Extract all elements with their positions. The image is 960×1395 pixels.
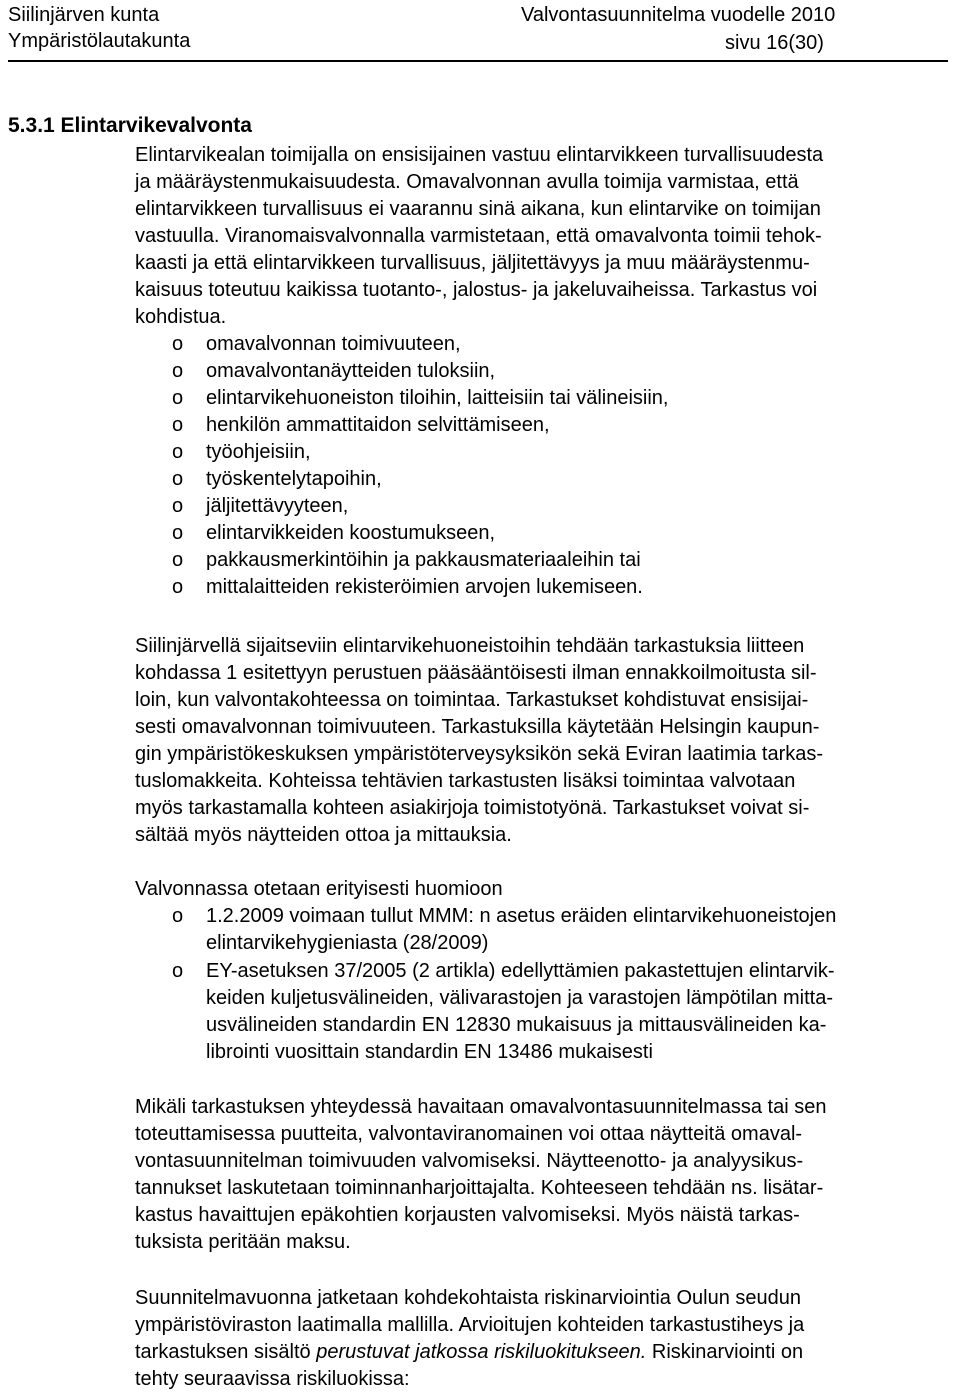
list-item-text: mittalaitteiden rekisteröimien arvojen lukemiseen. xyxy=(206,576,643,598)
text-line: myös tarkastamalla kohteen asiakirjoja toimistotyönä. Tarkastukset voivat si- xyxy=(135,797,810,819)
bullet-marker: o xyxy=(172,576,184,598)
inspection-practice-paragraph xyxy=(135,633,823,849)
list-item-text: henkilön ammattitaidon selvittämiseen, xyxy=(206,414,550,436)
header-board: Ympäristölautakunta xyxy=(8,30,191,52)
text-line: kohdistua. xyxy=(135,306,227,328)
text-line: elintarvikehygieniasta (28/2009) xyxy=(206,932,489,954)
intro-paragraph xyxy=(135,142,823,331)
bullet-marker: o xyxy=(172,414,184,436)
text-line: kaasti ja että elintarvikkeen turvallisuus, jäljitettävyys ja muu määräystenmu- xyxy=(135,252,810,274)
text-line: kastus havaittujen epäkohtien korjausten valvomiseksi. Myös näistä tarkas- xyxy=(135,1204,800,1226)
text-line: tuksista peritään maksu. xyxy=(135,1231,351,1253)
text-line: kaisuus toteutuu kaikissa tuotanto-, jalostus- ja jakeluvaiheissa. Tarkastus voi xyxy=(135,279,818,301)
bullet-marker: o xyxy=(172,441,184,463)
list-item-text: työohjeisiin, xyxy=(206,441,311,463)
text-line: tuslomakkeita. Kohteissa tehtävien tarkastusten lisäksi toimintaa valvotaan xyxy=(135,770,796,792)
bullet-marker: o xyxy=(172,333,184,355)
bullet-marker: o xyxy=(172,360,184,382)
text-segment: tarkastuksen sisältö xyxy=(135,1341,317,1363)
risk-assessment-paragraph xyxy=(135,1285,804,1393)
text-line: toteuttamisessa puutteita, valvontaviranomainen voi ottaa näytteitä omaval- xyxy=(135,1123,803,1145)
italic-text: perustuvat jatkossa riskiluokitukseen. xyxy=(316,1341,647,1363)
text-line: loin, kun valvontakohteessa on toimintaa. Tarkastukset kohdistuvat ensisijai- xyxy=(135,689,809,711)
list-item-text: omavalvonnan toimivuuteen, xyxy=(206,333,461,355)
text-line: ja määräystenmukaisuudesta. Omavalvonnan avulla toimija varmistaa, että xyxy=(135,171,799,193)
bullet-marker: o xyxy=(172,549,184,571)
list-item-text: elintarvikkeiden koostumukseen, xyxy=(206,522,496,544)
text-line: sältää myös näytteiden ottoa ja mittauksia. xyxy=(135,824,512,846)
text-line: elintarvikkeen turvallisuus ei vaarannu sinä aikana, kun elintarvike on toimijan xyxy=(135,198,821,220)
header-municipality: Siilinjärven kunta xyxy=(8,4,160,26)
bullet-marker: o xyxy=(172,495,184,517)
text-line: Siilinjärvellä sijaitseviin elintarvikehuoneistoihin tehdään tarkastuksia liitteen xyxy=(135,635,805,657)
bullet-marker: o xyxy=(172,905,184,927)
bullet-marker: o xyxy=(172,522,184,544)
text-line: ympäristöviraston laatimalla mallilla. Arvioitujen kohteiden tarkastustiheys ja xyxy=(135,1314,805,1336)
list-item-text: jäljitettävyyteen, xyxy=(206,495,349,517)
text-line xyxy=(135,1339,804,1366)
text-line: vastuulla. Viranomaisvalvonnalla varmistetaan, että omavalvonta toimii tehok- xyxy=(135,225,822,247)
header-document-title: Valvontasuunnitelma vuodelle 2010 xyxy=(521,4,836,26)
header-divider xyxy=(8,60,948,62)
text-line: vontasuunnitelman toimivuuden valvomiseksi. Näytteenotto- ja analyysikus- xyxy=(135,1150,804,1172)
special-attention-title xyxy=(135,876,503,903)
list-item-text: elintarvikehuoneiston tiloihin, laitteisiin tai välineisiin, xyxy=(206,387,669,409)
bullet-marker: o xyxy=(172,468,184,490)
text-line: Elintarvikealan toimijalla on ensisijainen vastuu elintarvikkeen turvallisuudesta xyxy=(135,144,824,166)
header-page-number: sivu 16(30) xyxy=(725,32,824,54)
deficiency-paragraph xyxy=(135,1094,826,1256)
text-line: Mikäli tarkastuksen yhteydessä havaitaan omavalvontasuunnitelmassa tai sen xyxy=(135,1096,827,1118)
text-line: tehty seuraavissa riskiluokissa: xyxy=(135,1368,410,1390)
text-line: librointi vuosittain standardin EN 13486 mukaisesti xyxy=(206,1041,653,1063)
text-line: Suunnitelmavuonna jatketaan kohdekohtaista riskinarviointia Oulun seudun xyxy=(135,1287,801,1309)
text-line: gin ympäristökeskuksen ympäristöterveysyksikön sekä Eviran laatimia tarkas- xyxy=(135,743,824,765)
text-line: 1.2.2009 voimaan tullut MMM: n asetus eräiden elintarvikehuoneistojen xyxy=(206,905,837,927)
section-heading: 5.3.1 Elintarvikevalvonta xyxy=(8,114,252,137)
text-line: sesti omavalvonnan toimivuuteen. Tarkastuksilla käytetään Helsingin kaupun- xyxy=(135,716,820,738)
text-segment: Riskinarviointi on xyxy=(646,1341,804,1363)
text-line: tannukset laskutetaan toiminnanharjoittajalta. Kohteeseen tehdään ns. lisätar- xyxy=(135,1177,824,1199)
text-line: kohdassa 1 esitettyyn perustuen pääsääntöisesti ilman ennakkoilmoitusta sil- xyxy=(135,662,817,684)
text-line: usvälineiden standardin EN 12830 mukaisuus ja mittausvälineiden ka- xyxy=(206,1014,827,1036)
text-line: keiden kuljetusvälineiden, välivarastojen ja varastojen lämpötilan mitta- xyxy=(206,987,834,1009)
text-line: Valvonnassa otetaan erityisesti huomioon xyxy=(135,878,503,900)
list-item-text: pakkausmerkintöihin ja pakkausmateriaaleihin tai xyxy=(206,549,641,571)
text-line: EY-asetuksen 37/2005 (2 artikla) edellyttämien pakastettujen elintarvik- xyxy=(206,960,835,982)
list-item-text: työskentelytapoihin, xyxy=(206,468,382,490)
list-item-text: omavalvontanäytteiden tuloksiin, xyxy=(206,360,496,382)
bullet-marker: o xyxy=(172,387,184,409)
bullet-marker: o xyxy=(172,960,184,982)
